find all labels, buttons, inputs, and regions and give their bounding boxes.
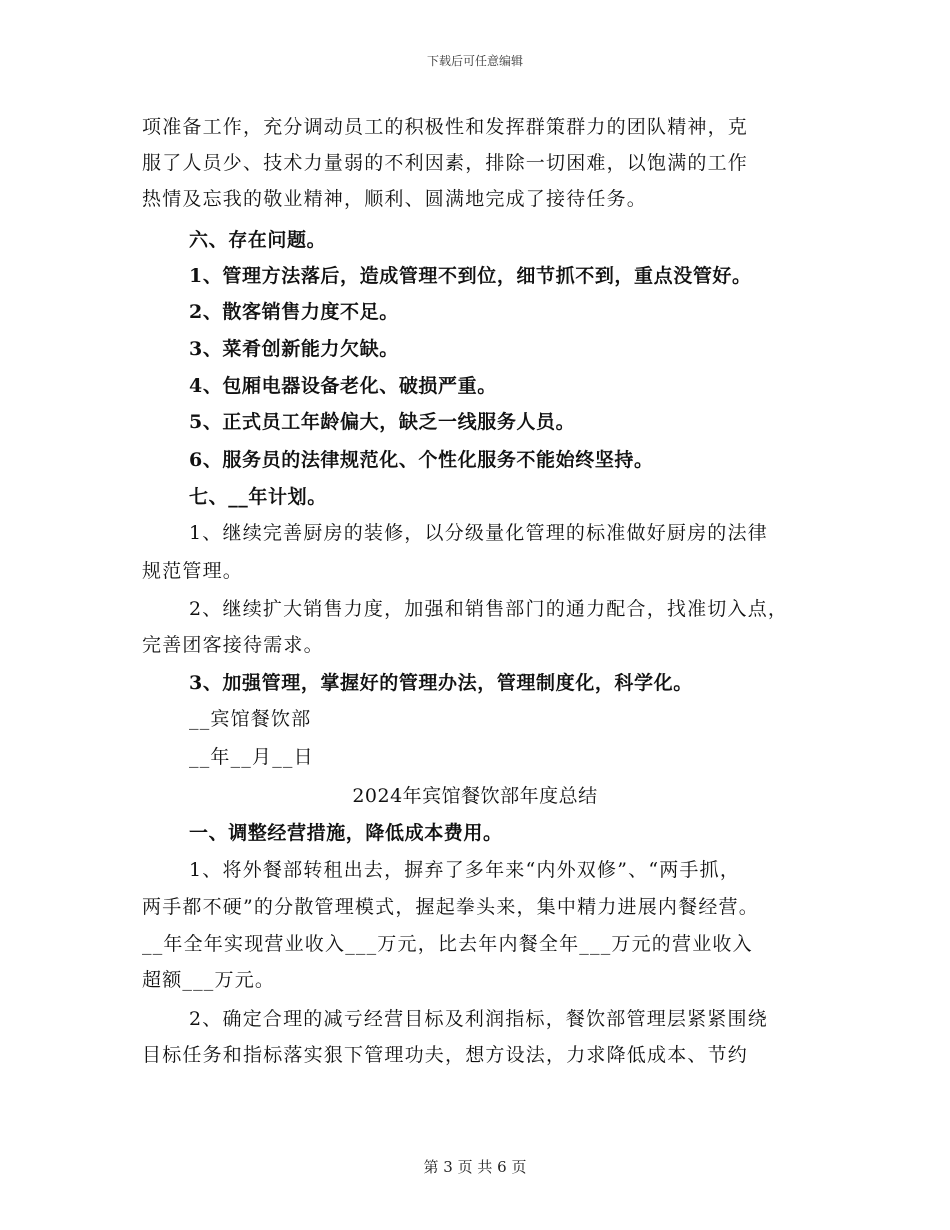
- list-item: 4、包厢电器设备老化、破损严重。: [189, 375, 497, 397]
- document-title: 2024年宾馆餐饮部年度总结: [352, 785, 598, 807]
- section-heading: 七、__年计划。: [189, 486, 327, 508]
- list-item: 1、管理方法落后，造成管理不到位，细节抓不到，重点没管好。: [189, 265, 752, 287]
- list-item: 3、加强管理，掌握好的管理办法，管理制度化，科学化。: [189, 672, 693, 694]
- page-header: 下载后可任意编辑: [426, 54, 523, 68]
- section-heading: 一、调整经营措施，降低成本费用。: [189, 822, 503, 844]
- body-line: 两手都不硬”的分散管理模式，握起拳头来，集中精力进展内餐经营。: [142, 896, 759, 918]
- body-line: __年全年实现营业收入___万元，比去年内餐全年___万元的营业收入: [142, 933, 753, 955]
- section-heading: 六、存在问题。: [189, 229, 327, 251]
- list-item: 6、服务员的法律规范化、个性化服务不能始终坚持。: [189, 449, 654, 471]
- signature-date: __年__月__日: [189, 746, 314, 768]
- body-line: 2、确定合理的减亏经营目标及利润指标，餐饮部管理层紧紧围绕: [189, 1008, 768, 1030]
- body-line: 服了人员少、技术力量弱的不利因素，排除一切困难，以饱满的工作: [142, 152, 749, 174]
- list-item: 5、正式员工年龄偏大，缺乏一线服务人员。: [189, 411, 576, 433]
- list-item: 2、散客销售力度不足。: [189, 301, 399, 323]
- body-line: 超额___万元。: [142, 969, 276, 991]
- body-line: 目标任务和指标落实狠下管理功夫，想方设法，力求降低成本、节约: [142, 1044, 749, 1066]
- body-line: 热情及忘我的敬业精神，顺利、圆满地完成了接待任务。: [142, 188, 648, 210]
- body-line: 2、继续扩大销售力度，加强和销售部门的通力配合，找准切入点，: [189, 598, 789, 620]
- list-item: 3、菜肴创新能力欠缺。: [189, 338, 399, 360]
- page-number: 第 3 页 共 6 页: [423, 1158, 527, 1176]
- signature-department: __宾馆餐饮部: [189, 708, 312, 730]
- body-line: 1、将外餐部转租出去，摒弃了多年来“内外双修”、“两手抓，: [189, 859, 741, 881]
- body-line: 完善团客接待需求。: [142, 634, 324, 656]
- body-line: 项准备工作，充分调动员工的积极性和发挥群策群力的团队精神，克: [142, 116, 749, 138]
- body-line: 1、继续完善厨房的装修，以分级量化管理的标准做好厨房的法律: [189, 522, 768, 544]
- body-line: 规范管理。: [142, 560, 244, 582]
